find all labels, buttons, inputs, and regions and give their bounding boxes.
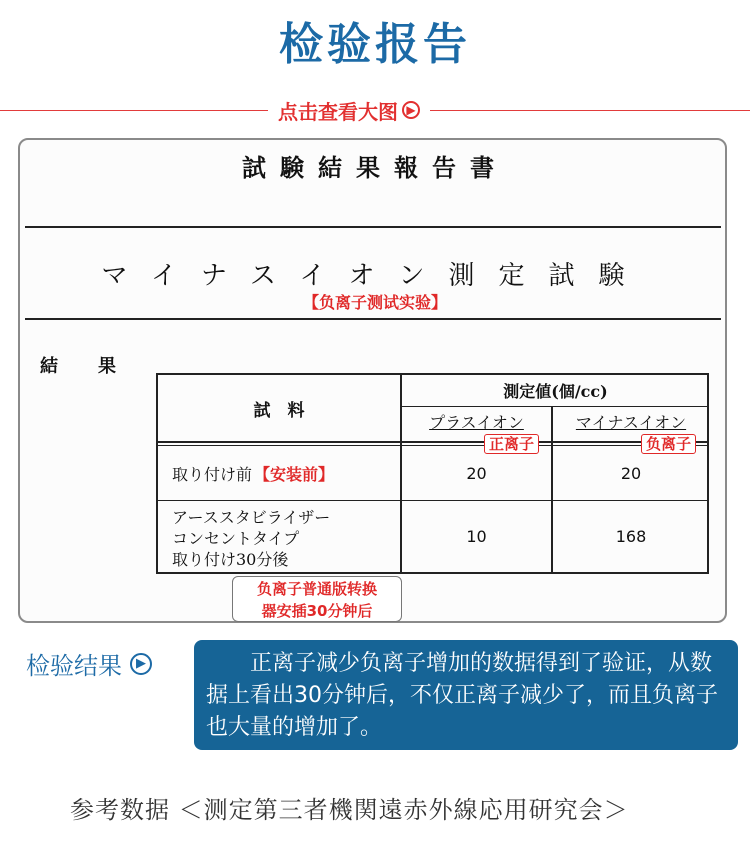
row-label-line: アーススタビライザー [172, 508, 331, 527]
reference-source: 参考数据 ＜测定第三者機関遠赤外線応用研究会＞ [70, 796, 629, 824]
row-label-translation: 【安装前】 [254, 464, 335, 484]
divider-line [25, 318, 721, 320]
document-heading: 試験結果報告書 [242, 153, 508, 182]
test-name-translation: 【负离子测试实验】 [302, 293, 447, 312]
conclusion-title-text: 检验结果 [26, 652, 122, 680]
row-after-minus-value: 168 [615, 527, 647, 546]
result-label: 結果 [40, 356, 156, 377]
callout-line: 器安插30分钟后 [261, 602, 373, 620]
chevron-right-icon: ▶ [130, 653, 152, 675]
measure-header: 測定値(個/cc) [503, 382, 608, 401]
row-label: 取り付け前 [172, 464, 253, 484]
installation-callout [232, 576, 402, 622]
row-before-minus-value: 20 [620, 463, 642, 483]
minus-ion-tag: 负离子 [641, 434, 696, 454]
callout-line: 负离子普通版转换 [256, 580, 377, 598]
row-after-label [172, 507, 330, 570]
plus-ion-tag: 正离子 [484, 434, 539, 454]
row-label-line: コンセントタイプ [172, 529, 300, 548]
row-before-plus-value: 20 [466, 463, 487, 483]
page-title: 检验报告 [279, 19, 471, 70]
test-name: マイナスイオン測定試験 [101, 261, 649, 291]
view-large-label: 点击查看大图 [278, 99, 398, 124]
row-label-line: 取り付け30分後 [172, 550, 289, 569]
sample-header: 試 料 [253, 400, 305, 421]
row-after-plus-value: 10 [466, 527, 487, 546]
row-before-label [172, 446, 334, 500]
conclusion-text-box: 正离子减少负离子增加的数据得到了验证，从数据上看出30分钟后，不仅正离子减少了，而且负离子也大量的增加了。 [194, 640, 738, 750]
minus-ion-header: マイナスイオン [575, 412, 687, 432]
table-gridline [156, 441, 709, 443]
view-large-image-link[interactable] [268, 96, 430, 124]
plus-ion-header: プラスイオン [429, 412, 524, 432]
divider-line [25, 226, 721, 228]
conclusion-title [26, 646, 152, 681]
table-gridline [400, 406, 709, 407]
chevron-right-icon: ▶ [402, 101, 420, 119]
